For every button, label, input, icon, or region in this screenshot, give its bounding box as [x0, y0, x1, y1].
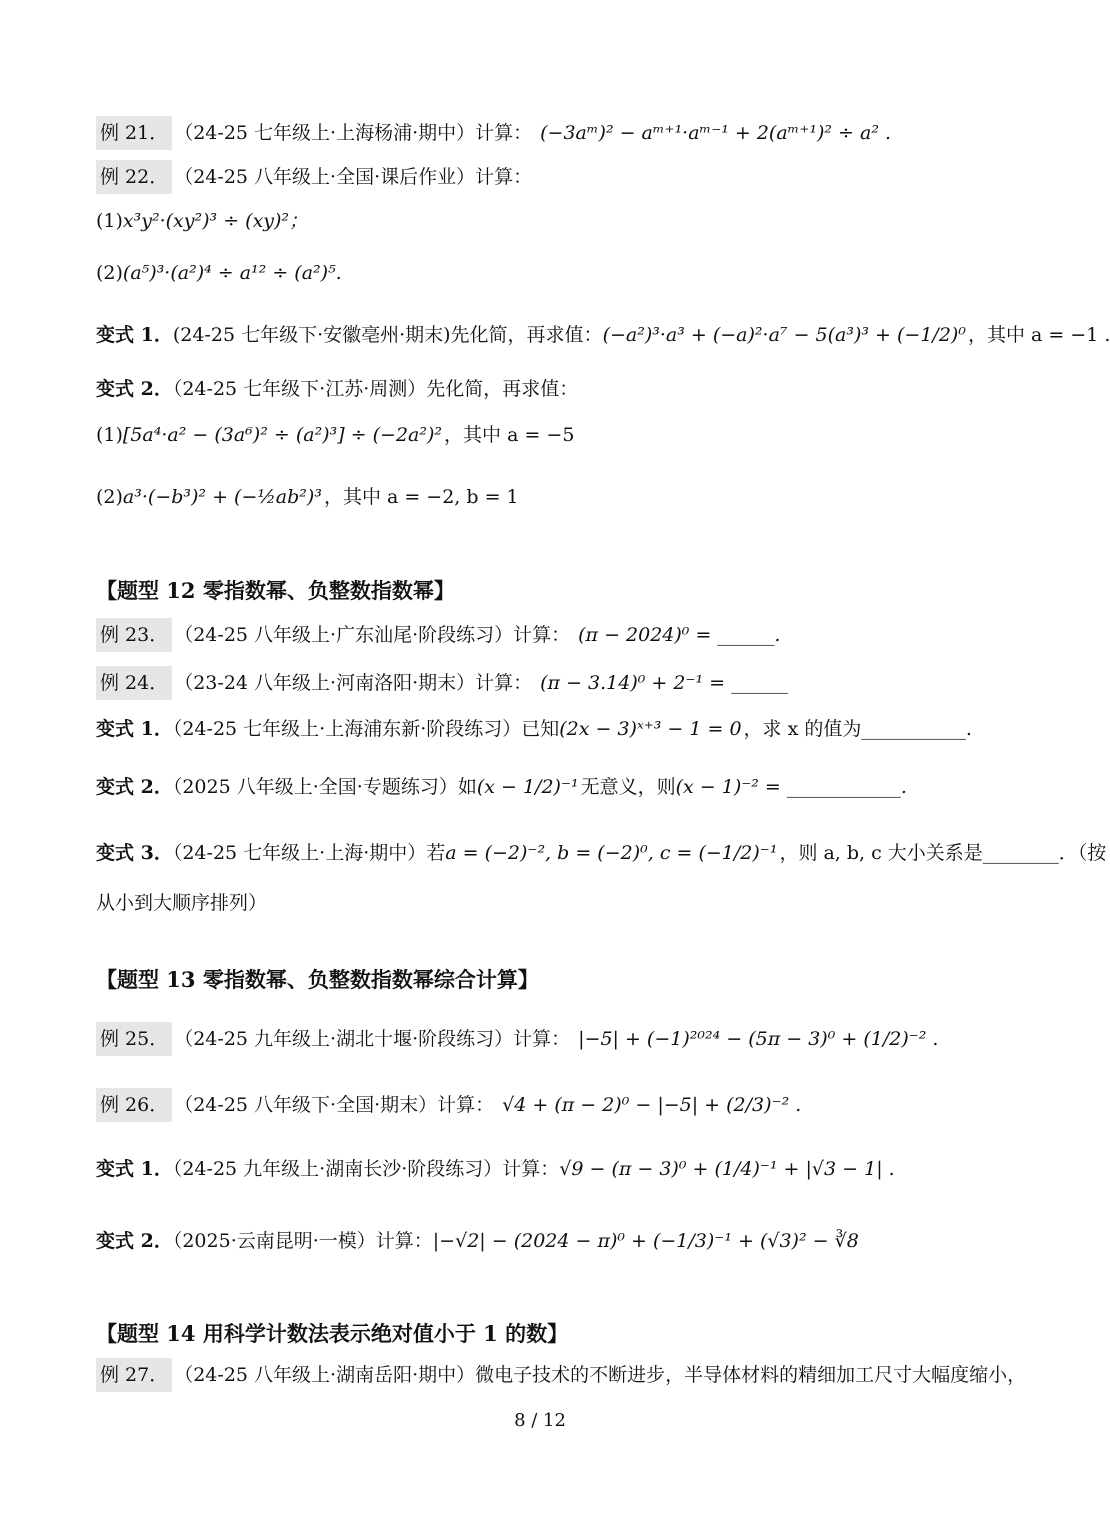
math-expression: (x − 1/2)⁻¹ [476, 776, 579, 798]
math-expression: a³·(−b³)² + (−½ab²)³ [122, 486, 322, 508]
problem-source: （23-24 八年级上·河南洛阳·期末）计算： [174, 672, 533, 694]
variant-1-section-11 [96, 320, 1110, 350]
math-expression: √9 − (π − 3)⁰ + (1/4)⁻¹ + |√3 − 1| . [559, 1158, 895, 1180]
part-label: (2) [96, 262, 123, 284]
variant-tag: 变式 1． [96, 1158, 173, 1180]
example-26 [96, 1088, 984, 1122]
example-tag: 例 22． [96, 160, 172, 194]
variant-1-section-13 [96, 1154, 984, 1184]
variant-tag: 变式 1． [96, 324, 173, 346]
variant-2-section-11 [96, 374, 984, 404]
math-expression: |−5| + (−1)²⁰²⁴ − (5π − 3)⁰ + (1/2)⁻² . [578, 1028, 939, 1050]
variant-2-section-13 [96, 1226, 984, 1256]
question-text: 无意义，则 [580, 776, 676, 798]
math-expression: x³y²·(xy²)³ ÷ (xy)²； [122, 210, 309, 232]
problem-source: （24-25 九年级上·湖南长沙·阶段练习）计算： [172, 1158, 560, 1180]
section-heading-13: 【题型 13 零指数幂、负整数指数幂综合计算】 [96, 967, 539, 992]
part-label: (2) [96, 486, 123, 508]
example-27 [96, 1358, 1027, 1392]
question-text: ，求 x 的值为___________. [743, 718, 972, 740]
variant-3-section-12 [96, 838, 1107, 868]
math-expression: (π − 3.14)⁰ + 2⁻¹ = ______ [540, 672, 789, 694]
condition-text: ，其中 a = −2, b = 1 [323, 486, 519, 508]
variant-3-continuation: 从小到大顺序排列） [96, 892, 268, 914]
math-expression: (2x − 3)ˣ⁺³ − 1 = 0 [559, 718, 742, 740]
variant-tag: 变式 2． [96, 1230, 173, 1252]
example-22-part-1 [96, 206, 984, 236]
variant-tag: 变式 3． [96, 842, 173, 864]
problem-source: （24-25 八年级上·湖南岳阳·期中）微电子技术的不断进步，半导体材料的精细加工尺寸大幅度缩小， [174, 1364, 1027, 1386]
variant-2-section-12 [96, 772, 984, 802]
math-expression-2: (x − 1)⁻² = ____________. [675, 776, 907, 798]
math-expression: (−3aᵐ)² − aᵐ⁺¹·aᵐ⁻¹ + 2(aᵐ⁺¹)² ÷ a² . [540, 122, 892, 144]
variant-2-part-1 [96, 420, 984, 450]
problem-source: （24-25 八年级下·全国·期末）计算： [174, 1094, 495, 1116]
example-tag: 例 21． [96, 116, 172, 150]
problem-source: （24-25 八年级上·广东汕尾·阶段练习）计算： [174, 624, 571, 646]
part-label: (1) [96, 210, 123, 232]
math-expression: √4 + (π − 2)⁰ − |−5| + (2/3)⁻² . [502, 1094, 802, 1116]
problem-source: （24-25 七年级下·江苏·周测）先化简，再求值： [172, 378, 579, 400]
math-expression: (−a²)³·a³ + (−a)²·a⁷ − 5(a³)³ + (−1/2)⁰ [602, 324, 966, 346]
variant-tag: 变式 2． [96, 776, 173, 798]
variant-2-part-2 [96, 482, 984, 512]
problem-source: (24-25 七年级下·安徽亳州·期末)先化简，再求值： [172, 324, 603, 346]
example-tag: 例 26． [96, 1088, 172, 1122]
math-expression: [5a⁴·a² − (3a⁶)² ÷ (a²)³] ÷ (−2a²)² [122, 424, 443, 446]
page-number: 8 / 12 [514, 1410, 566, 1431]
math-expression: (π − 2024)⁰ = ______. [578, 624, 781, 646]
part-label: (1) [96, 424, 123, 446]
example-25 [96, 1022, 984, 1056]
condition-text: ，其中 a = −1 . [967, 324, 1110, 346]
math-expression: a = (−2)⁻², b = (−2)⁰, c = (−1/2)⁻¹ [445, 842, 778, 864]
problem-source: （24-25 七年级上·上海·期中）若 [172, 842, 446, 864]
problem-source: （24-25 八年级上·全国·课后作业）计算： [174, 166, 533, 188]
problem-source: （2025·云南昆明·一模）计算： [172, 1230, 433, 1252]
example-tag: 例 24． [96, 666, 172, 700]
condition-text: ，其中 a = −5 [444, 424, 575, 446]
math-expression: |−√2| − (2024 − π)⁰ + (−1/3)⁻¹ + (√3)² − ∛8 [432, 1230, 859, 1252]
section-heading-14: 【题型 14 用科学计数法表示绝对值小于 1 的数】 [96, 1321, 569, 1346]
example-22-part-2 [96, 258, 984, 288]
problem-source: （24-25 七年级上·上海杨浦·期中）计算： [174, 122, 533, 144]
question-text: ，则 a, b, c 大小关系是________．（按 [779, 842, 1107, 864]
example-24 [96, 666, 984, 700]
example-22 [96, 160, 984, 194]
variant-1-section-12 [96, 714, 984, 744]
problem-source: （2025 八年级上·全国·专题练习）如 [172, 776, 477, 798]
example-tag: 例 23． [96, 618, 172, 652]
math-expression: (a⁵)³·(a²)⁴ ÷ a¹² ÷ (a²)⁵. [122, 262, 342, 284]
variant-tag: 变式 2． [96, 378, 173, 400]
example-tag: 例 25． [96, 1022, 172, 1056]
variant-tag: 变式 1． [96, 718, 173, 740]
problem-source: （24-25 九年级上·湖北十堰·阶段练习）计算： [174, 1028, 571, 1050]
section-heading-12: 【题型 12 零指数幂、负整数指数幂】 [96, 578, 455, 603]
example-tag: 例 27． [96, 1358, 172, 1392]
example-23 [96, 618, 984, 652]
example-21 [96, 116, 984, 150]
problem-source: （24-25 七年级上·上海浦东新·阶段练习）已知 [172, 718, 560, 740]
